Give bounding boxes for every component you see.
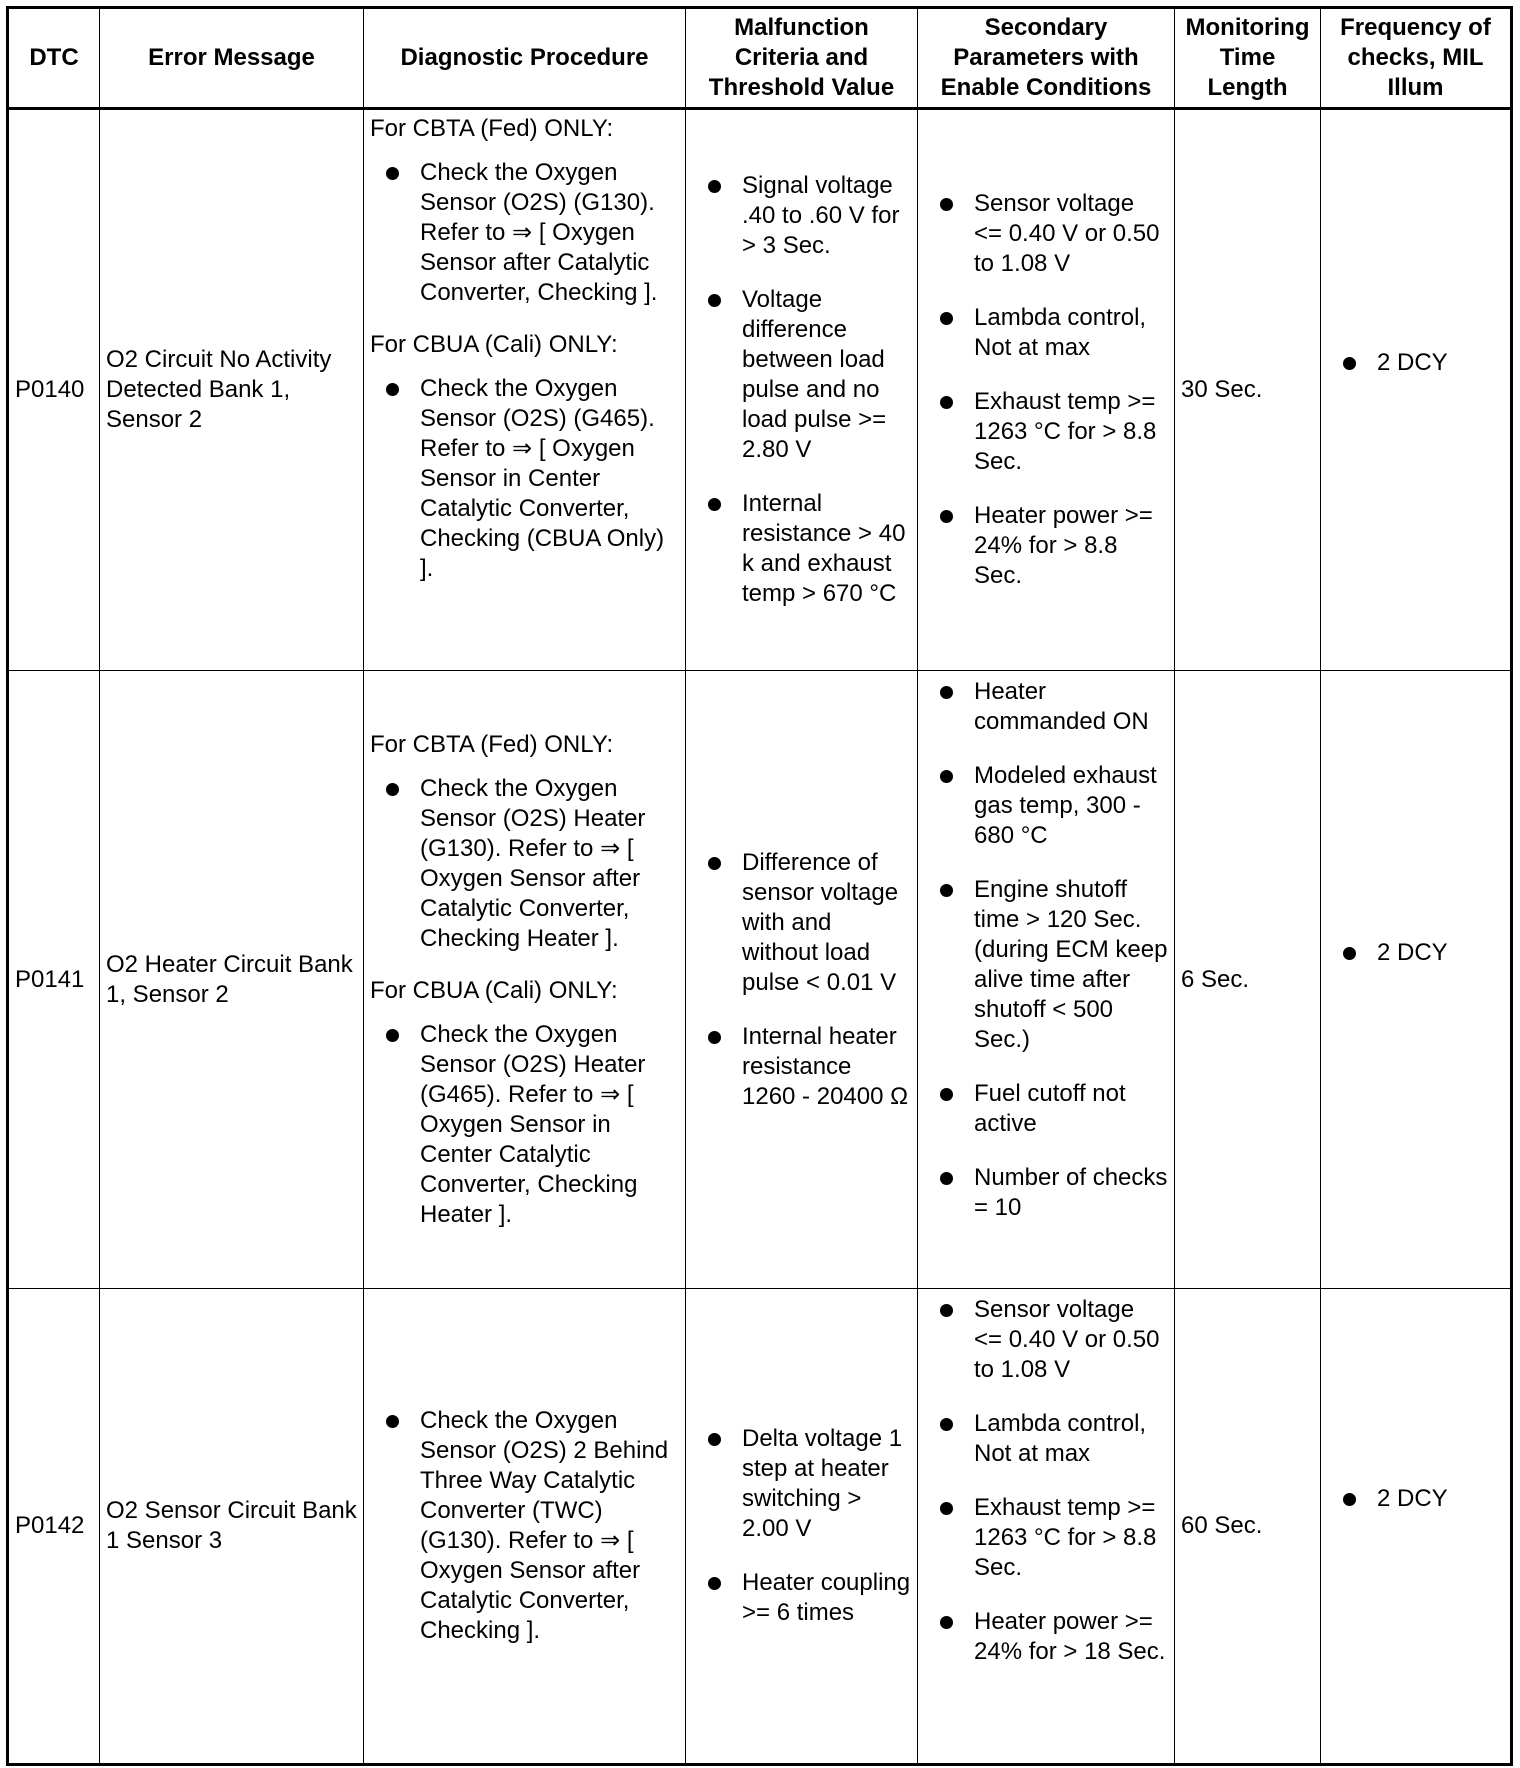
list-item [692, 1022, 911, 1112]
list-item [370, 158, 679, 308]
header-malfunction-criteria: Malfunction Criteria and Threshold Value [686, 8, 918, 109]
criteria-item: Heater coupling >= 6 times [742, 1569, 911, 1626]
secondary-list [924, 677, 1168, 1223]
frequency-item: 2 DCY [1377, 349, 1448, 376]
bullet-icon [940, 770, 953, 783]
procedure-block [370, 1406, 679, 1646]
bullet-icon [1343, 1493, 1356, 1506]
bullet-icon [940, 198, 953, 211]
frequency [1321, 109, 1512, 671]
header-dtc: DTC [8, 8, 100, 109]
list-item [692, 171, 911, 261]
frequency-list [1327, 1484, 1504, 1514]
diagnostic-procedure [364, 109, 686, 671]
bullet-icon [708, 1577, 721, 1590]
list-item [692, 489, 911, 609]
frequency-item: 2 DCY [1377, 938, 1448, 966]
frequency-list [1327, 348, 1504, 378]
list-item [924, 761, 1168, 851]
secondary-parameters [918, 1289, 1175, 1765]
list-item [370, 1020, 679, 1230]
bullet-icon [386, 1415, 399, 1428]
list-item [924, 875, 1168, 1055]
criteria-list [692, 171, 911, 609]
frequency-item: 2 DCY [1377, 1485, 1448, 1512]
header-secondary-parameters: Secondary Parameters with Enable Conditions [918, 8, 1175, 109]
list-item [1327, 348, 1504, 378]
monitoring-time: 6 Sec. [1175, 671, 1321, 1289]
list-item [924, 677, 1168, 737]
criteria-list [692, 848, 911, 1112]
secondary-item: Lambda control, Not at max [974, 304, 1147, 361]
list-item [924, 1409, 1168, 1469]
dtc-code: P0140 [8, 109, 100, 671]
list-item [1327, 1484, 1504, 1514]
bullet-icon [708, 180, 721, 193]
list-item [924, 1163, 1168, 1223]
frequency [1321, 671, 1512, 1289]
bullet-icon [386, 167, 399, 180]
criteria-item: Internal resistance > 40 k and exhaust temp > 670 °C [742, 490, 906, 607]
table-row [8, 671, 1512, 1289]
bullet-icon [708, 1433, 721, 1446]
bullet-icon [940, 1172, 953, 1185]
secondary-item: Sensor voltage <= 0.40 V or 0.50 to 1.08 V [974, 1296, 1160, 1383]
bullet-icon [940, 1418, 953, 1431]
bullet-icon [386, 783, 399, 796]
procedure-steps [370, 774, 679, 954]
list-item [924, 501, 1168, 591]
secondary-item: Exhaust temp >= 1263 °C for > 8.8 Sec. [974, 1494, 1157, 1581]
malfunction-criteria [686, 109, 918, 671]
diagnostic-procedure [364, 1289, 686, 1765]
criteria-item: Voltage difference between load pulse and no load pulse >= 2.80 V [742, 286, 887, 463]
dtc-code: P0141 [8, 671, 100, 1289]
error-message: O2 Circuit No Activity Detected Bank 1, Sensor 2 [100, 109, 364, 671]
list-item [1327, 938, 1504, 968]
procedure-block [370, 330, 679, 584]
table-row [8, 1289, 1512, 1765]
header-row [8, 8, 1512, 109]
procedure-step: Check the Oxygen Sensor (O2S) (G130). Refer to ⇒ [ Oxygen Sensor after Catalytic Converter, Checking ]. [420, 159, 658, 306]
criteria-item: Signal voltage .40 to .60 V for > 3 Sec. [742, 172, 900, 259]
secondary-item: Exhaust temp >= 1263 °C for > 8.8 Sec. [974, 388, 1157, 475]
bullet-icon [940, 884, 953, 897]
procedure-intro: For CBUA (Cali) ONLY: [370, 331, 618, 358]
secondary-parameters [918, 671, 1175, 1289]
list-item [692, 1424, 911, 1544]
procedure-block [370, 114, 679, 308]
list-item [924, 303, 1168, 363]
bullet-icon [708, 294, 721, 307]
procedure-intro: For CBTA (Fed) ONLY: [370, 730, 614, 758]
procedure-steps [370, 1020, 679, 1230]
table-header [8, 8, 1512, 109]
criteria-item: Delta voltage 1 step at heater switching > 2.00 V [742, 1425, 903, 1542]
bullet-icon [940, 1616, 953, 1629]
secondary-item: Number of checks = 10 [974, 1164, 1168, 1221]
procedure-block [370, 730, 679, 954]
bullet-icon [940, 396, 953, 409]
list-item [924, 1493, 1168, 1583]
list-item [370, 374, 679, 584]
bullet-icon [386, 1029, 399, 1042]
secondary-item: Fuel cutoff not active [974, 1080, 1126, 1137]
bullet-icon [940, 1088, 953, 1101]
list-item [924, 1607, 1168, 1667]
secondary-item: Engine shutoff time > 120 Sec. (during ECM keep alive time after shutoff < 500 Sec.) [974, 876, 1168, 1053]
list-item [924, 387, 1168, 477]
dtc-table [6, 6, 1513, 1766]
secondary-item: Heater power >= 24% for > 18 Sec. [974, 1608, 1166, 1665]
error-message: O2 Heater Circuit Bank 1, Sensor 2 [100, 671, 364, 1289]
table-row [8, 109, 1512, 671]
bullet-icon [1343, 357, 1356, 370]
monitoring-time: 30 Sec. [1175, 109, 1321, 671]
procedure-intro: For CBUA (Cali) ONLY: [370, 976, 618, 1004]
procedure-step: Check the Oxygen Sensor (O2S) Heater (G130). Refer to ⇒ [ Oxygen Sensor after Catalytic Converter, Checking Heater ]. [420, 774, 646, 952]
secondary-parameters [918, 109, 1175, 671]
bullet-icon [708, 857, 721, 870]
diagnostic-procedure [364, 671, 686, 1289]
secondary-item: Sensor voltage <= 0.40 V or 0.50 to 1.08 V [974, 190, 1160, 277]
monitoring-time: 60 Sec. [1175, 1289, 1321, 1765]
secondary-item: Modeled exhaust gas temp, 300 - 680 °C [974, 762, 1157, 849]
dtc-code: P0142 [8, 1289, 100, 1765]
bullet-icon [940, 686, 953, 699]
procedure-step: Check the Oxygen Sensor (O2S) (G465). Refer to ⇒ [ Oxygen Sensor in Center Catalytic Converter, Checking (CBUA Only) ]. [420, 375, 665, 582]
procedure-steps [370, 1406, 679, 1646]
list-item [370, 1406, 679, 1646]
bullet-icon [940, 510, 953, 523]
procedure-intro: For CBTA (Fed) ONLY: [370, 115, 614, 142]
secondary-list [924, 189, 1168, 591]
list-item [924, 1079, 1168, 1139]
procedure-step: Check the Oxygen Sensor (O2S) 2 Behind Three Way Catalytic Converter (TWC) (G130). Refer to ⇒ [ Oxygen Sensor after Catalytic Converter, Checking ]. [420, 1407, 669, 1644]
procedure-block [370, 976, 679, 1230]
secondary-item: Lambda control, Not at max [974, 1410, 1147, 1467]
list-item [692, 285, 911, 465]
bullet-icon [708, 1031, 721, 1044]
bullet-icon [386, 383, 399, 396]
procedure-step: Check the Oxygen Sensor (O2S) Heater (G465). Refer to ⇒ [ Oxygen Sensor in Center Catalytic Converter, Checking Heater ]. [420, 1020, 646, 1228]
header-frequency: Frequency of checks, MIL Illum [1321, 8, 1512, 109]
frequency-list [1327, 938, 1504, 968]
bullet-icon [708, 498, 721, 511]
criteria-item: Internal heater resistance 1260 - 20400 Ω [742, 1022, 909, 1110]
list-item [370, 774, 679, 954]
bullet-icon [1343, 947, 1356, 960]
error-message: O2 Sensor Circuit Bank 1 Sensor 3 [100, 1289, 364, 1765]
bullet-icon [940, 312, 953, 325]
procedure-steps [370, 374, 679, 584]
criteria-list [692, 1424, 911, 1628]
header-error-message: Error Message [100, 8, 364, 109]
list-item [692, 848, 911, 998]
list-item [924, 1295, 1168, 1385]
bullet-icon [940, 1502, 953, 1515]
malfunction-criteria [686, 671, 918, 1289]
procedure-steps [370, 158, 679, 308]
header-diagnostic-procedure: Diagnostic Procedure [364, 8, 686, 109]
secondary-list [924, 1295, 1168, 1667]
header-monitoring-time: Monitoring Time Length [1175, 8, 1321, 109]
list-item [924, 189, 1168, 279]
criteria-item: Difference of sensor voltage with and without load pulse < 0.01 V [742, 848, 899, 996]
bullet-icon [940, 1304, 953, 1317]
malfunction-criteria [686, 1289, 918, 1765]
secondary-item: Heater commanded ON [974, 678, 1149, 735]
list-item [692, 1568, 911, 1628]
secondary-item: Heater power >= 24% for > 8.8 Sec. [974, 502, 1153, 589]
frequency [1321, 1289, 1512, 1765]
